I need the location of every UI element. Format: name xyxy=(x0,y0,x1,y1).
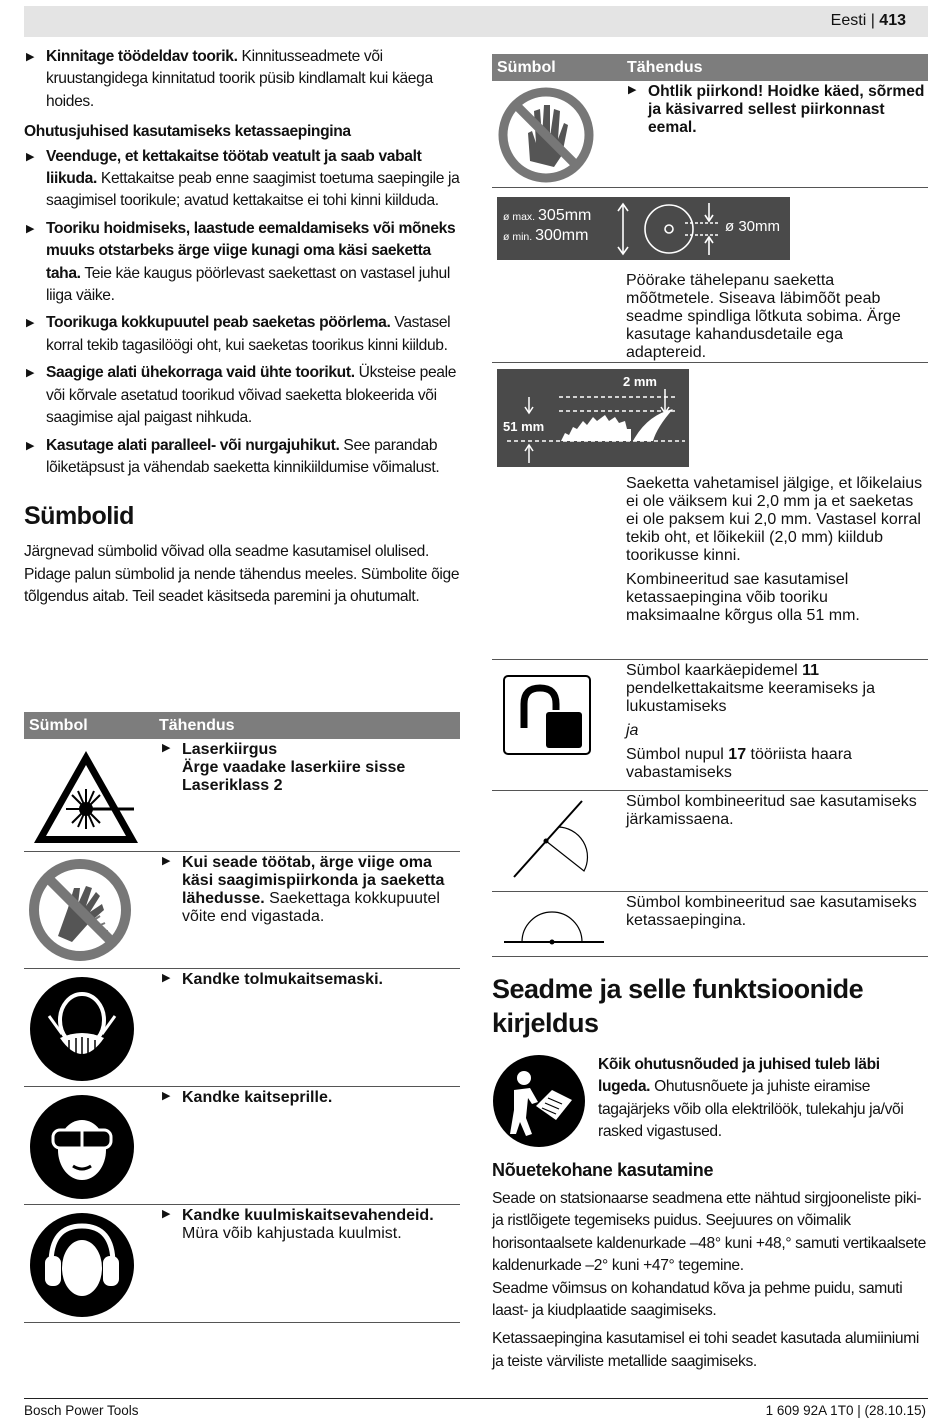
footer-rule xyxy=(24,1398,928,1399)
col-symbol: Sümbol xyxy=(29,717,88,734)
row-text: Sümbol kombineeritud sae kasutamiseks ketassaepingina. xyxy=(626,894,917,929)
no-hands-icon xyxy=(498,87,594,183)
table-row xyxy=(492,188,928,363)
paragraph: Seade on statsionaarse seadmena ette nähtud sirgjooneliste piki- ja ristlõigete tegemiseks puidus. Seejuures on võimalik horisontaalsete kaldenurkade –48° kuni +48,° samuti vertikaalsete kaldenurkade –2° kuni +47° tegemine. xyxy=(492,1190,926,1275)
safety-bullet xyxy=(24,146,460,213)
safety-bullet xyxy=(24,218,460,308)
section-title-symbols: Sümbolid xyxy=(24,502,134,531)
bullet-bold: Saagige alati ühekorraga vaid ühte toorikut. xyxy=(46,364,355,382)
subheading: Ohutusjuhised kasutamiseks ketassaepingina xyxy=(24,123,351,141)
table-row xyxy=(492,363,928,660)
max-label-row xyxy=(503,207,591,225)
bullet-text: Kettakaitse peab enne saagimist toetuma saepingile ja saagimisel toorikule; avatud kettakaitse ei tohi kinni kiilduda. xyxy=(46,170,460,210)
laser-warning-icon xyxy=(30,747,142,847)
table-row xyxy=(492,81,928,188)
bullet-text: Teie käe kaugus pöörlevast saekettast on vastasel juhul liiga väike. xyxy=(46,264,450,305)
header-text: Eesti | 413 xyxy=(830,12,906,29)
read-manual-block xyxy=(492,1054,928,1150)
safety-bullet xyxy=(24,362,460,429)
section-title-description: Seadme ja selle funktsioonide kirjeldus xyxy=(492,974,864,1038)
symbol-table-right xyxy=(492,54,928,957)
table-header xyxy=(492,54,928,81)
cut-height-label: 51 mm xyxy=(503,419,545,434)
left-column xyxy=(24,46,460,615)
blade-diameter-icon xyxy=(609,201,729,257)
conjunction: ja xyxy=(626,722,639,739)
row-bold: Kandke kaitseprille. xyxy=(182,1089,333,1106)
read-manual-icon xyxy=(492,1054,586,1155)
row-paragraph xyxy=(626,746,926,782)
row-bold: Kandke tolmukaitsemaski. xyxy=(182,971,383,988)
blade-dimensions-diagram xyxy=(497,197,790,260)
col-meaning: Tähendus xyxy=(159,717,235,734)
row-bold: Kui seade töötab, ärge viige oma käsi saagimispiirkonda ja saeketta lähedusse. xyxy=(182,854,445,907)
min-value: 300mm xyxy=(535,227,589,244)
max-label: ø max. xyxy=(503,211,536,223)
bullet-text: Vastasel korral tekib tagasilöögi oht, kui saeketas toorikus kinni kiildub. xyxy=(46,314,451,354)
cut-dimensions-diagram xyxy=(497,369,689,467)
cut-width-label: 2 mm xyxy=(623,374,657,389)
saw-blade-icon xyxy=(497,369,689,467)
table-row xyxy=(24,852,460,969)
no-hands-icon xyxy=(28,858,132,962)
symbol-table-left xyxy=(24,712,460,1323)
row-text xyxy=(626,662,926,788)
page-number: 413 xyxy=(879,12,906,29)
row-normal: Müra võib kahjustada kuulmist. xyxy=(182,1225,402,1242)
bullet-text: See parandab lõiketäpsust ja vähendab saeketta kinnikiildumise võimalust. xyxy=(46,436,440,476)
read-bold: Kõik ohutusnõuded ja juhised tuleb läbi lugeda. xyxy=(598,1056,880,1096)
page-header xyxy=(24,6,928,37)
footer-brand: Bosch Power Tools xyxy=(24,1403,139,1418)
bullet-bold: Tooriku hoidmiseks, laastude eemaldamiseks või mõneks muuks otstarbeks ärge viige kunagi oma käsi saeketta taha. xyxy=(46,219,456,282)
bullet-text: Üksteise peale või kõrvale asetatud toorikud võivad saeketta blokeerida või saagimise ajal paigast nihkuda. xyxy=(46,364,457,427)
paragraph: Seadme võimsus on kohandatud kõva ja pehme puidu, samuti laast- ja kiudplaatide saagimiseks. xyxy=(492,1279,903,1320)
subsection-title: Nõuetekohane kasutamine xyxy=(492,1160,714,1180)
row-bold: Laserkiirgus Ärge vaadake laserkiire sisse Laseriklass 2 xyxy=(182,741,406,794)
safety-bullet xyxy=(24,312,460,357)
section-intro: Järgnevad sümbolid võivad olla seadme kasutamisel olulised. Pidage palun sümbolid ja nende tähendus meeles. Sümbolite õige tõlgendus aitab. Teil seadet käsitseda paremini ja ohutumalt. xyxy=(24,543,460,606)
row-paragraph: Kombineeritud sae kasutamisel ketassaepingina võib tooriku maksimaalne kõrgus olla 51 mm. xyxy=(626,571,860,624)
table-header xyxy=(24,712,460,739)
bullet-bold: Kasutage alati paralleel- või nurgajuhikut. xyxy=(46,436,340,454)
row-bold: Ohtlik piirkond! Hoidke käed, sõrmed ja käsivarred sellest piirkonnast eemal. xyxy=(648,83,925,136)
read-normal: Ohutusnõuete ja juhiste eiramise tagajärjeks võib olla elektrilöök, tulekahju ja/või rasked vigastused. xyxy=(598,1078,904,1141)
footer-doc-code: 1 609 92A 1T0 | (28.10.15) xyxy=(765,1403,926,1418)
table-saw-mode-icon xyxy=(502,906,606,946)
col-symbol: Sümbol xyxy=(497,59,556,76)
row-paragraph: Saeketta vahetamisel jälgige, et lõikelaius ei ole väiksem kui 2,0 mm ja et saeketas ei ole paksem kui 2,0 mm. Vastasel korral tekib oht, et lõikekiil (2,0 mm) kiildub toorikusse kinni. xyxy=(626,475,923,564)
row-text: Sümbol kombineeritud sae kasutamiseks järkamissaena. xyxy=(626,793,917,828)
right-lower-section xyxy=(492,972,928,1379)
row-normal: Sümbol nupul xyxy=(626,746,729,763)
row-normal: Sümbol kaarkäepidemel xyxy=(626,662,803,679)
ref-number: 17 xyxy=(728,746,747,763)
table-row xyxy=(492,660,928,791)
row-text: Pöörake tähelepanu saeketta mõõtmetele. Siseava läbimõõt peab seadme spindliga lõtkuta sobima. Ärge kasutage kahandusdetaile ega adaptereid. xyxy=(626,272,901,361)
padlock-open-icon xyxy=(502,674,592,756)
table-row xyxy=(24,739,460,852)
max-value: 305mm xyxy=(538,207,592,224)
bullet-bold: Kinnitage töödeldav toorik. xyxy=(46,48,238,65)
row-text xyxy=(160,1207,460,1243)
row-text xyxy=(160,854,460,926)
bore-value: ø 30mm xyxy=(725,218,781,235)
row-normal: Saekettaga kokkupuutel võite end vigastada. xyxy=(182,890,440,925)
dust-mask-icon xyxy=(29,976,135,1082)
miter-saw-mode-icon xyxy=(508,797,598,883)
bullet-bold: Toorikuga kokkupuutel peab saeketas pöörlema. xyxy=(46,314,391,332)
table-row xyxy=(24,1205,460,1323)
min-label-row xyxy=(503,227,588,245)
bullet-bold: Veenduge, et kettakaitse töötab veatult ja saab vabalt liikuda. xyxy=(46,147,422,188)
row-text xyxy=(160,741,460,795)
safety-bullet xyxy=(24,46,460,113)
hearing-protection-icon xyxy=(29,1212,135,1318)
row-text xyxy=(626,475,926,631)
min-label: ø min. xyxy=(503,231,533,243)
row-text xyxy=(160,1089,460,1107)
row-text xyxy=(160,971,460,989)
row-bold: Kandke kuulmiskaitsevahendeid. xyxy=(182,1207,434,1224)
read-manual-text xyxy=(598,1054,928,1144)
table-row xyxy=(492,791,928,892)
row-normal: tööriista haara vabastamiseks xyxy=(626,746,852,781)
bullet-text: Kinnitusseadmete või kruustangidega kinnitatud toorik püsib kindlamalt kui käega hoides. xyxy=(46,48,433,110)
table-row xyxy=(492,892,928,957)
table-row xyxy=(24,1087,460,1205)
paragraph: Ketassaepingina kasutamisel ei tohi seadet kasutada alumiiniumi ja teiste värviliste metallide saagimiseks. xyxy=(492,1330,919,1370)
row-paragraph xyxy=(626,662,926,716)
safety-bullet xyxy=(24,435,460,480)
row-text xyxy=(626,83,926,137)
header-language: Eesti xyxy=(830,12,867,29)
ref-number: 11 xyxy=(802,662,820,679)
row-normal: pendelkettakaitsme keeramiseks ja lukustamiseks xyxy=(626,680,876,715)
col-meaning: Tähendus xyxy=(627,59,703,76)
safety-goggles-icon xyxy=(29,1094,135,1200)
table-row xyxy=(24,969,460,1087)
